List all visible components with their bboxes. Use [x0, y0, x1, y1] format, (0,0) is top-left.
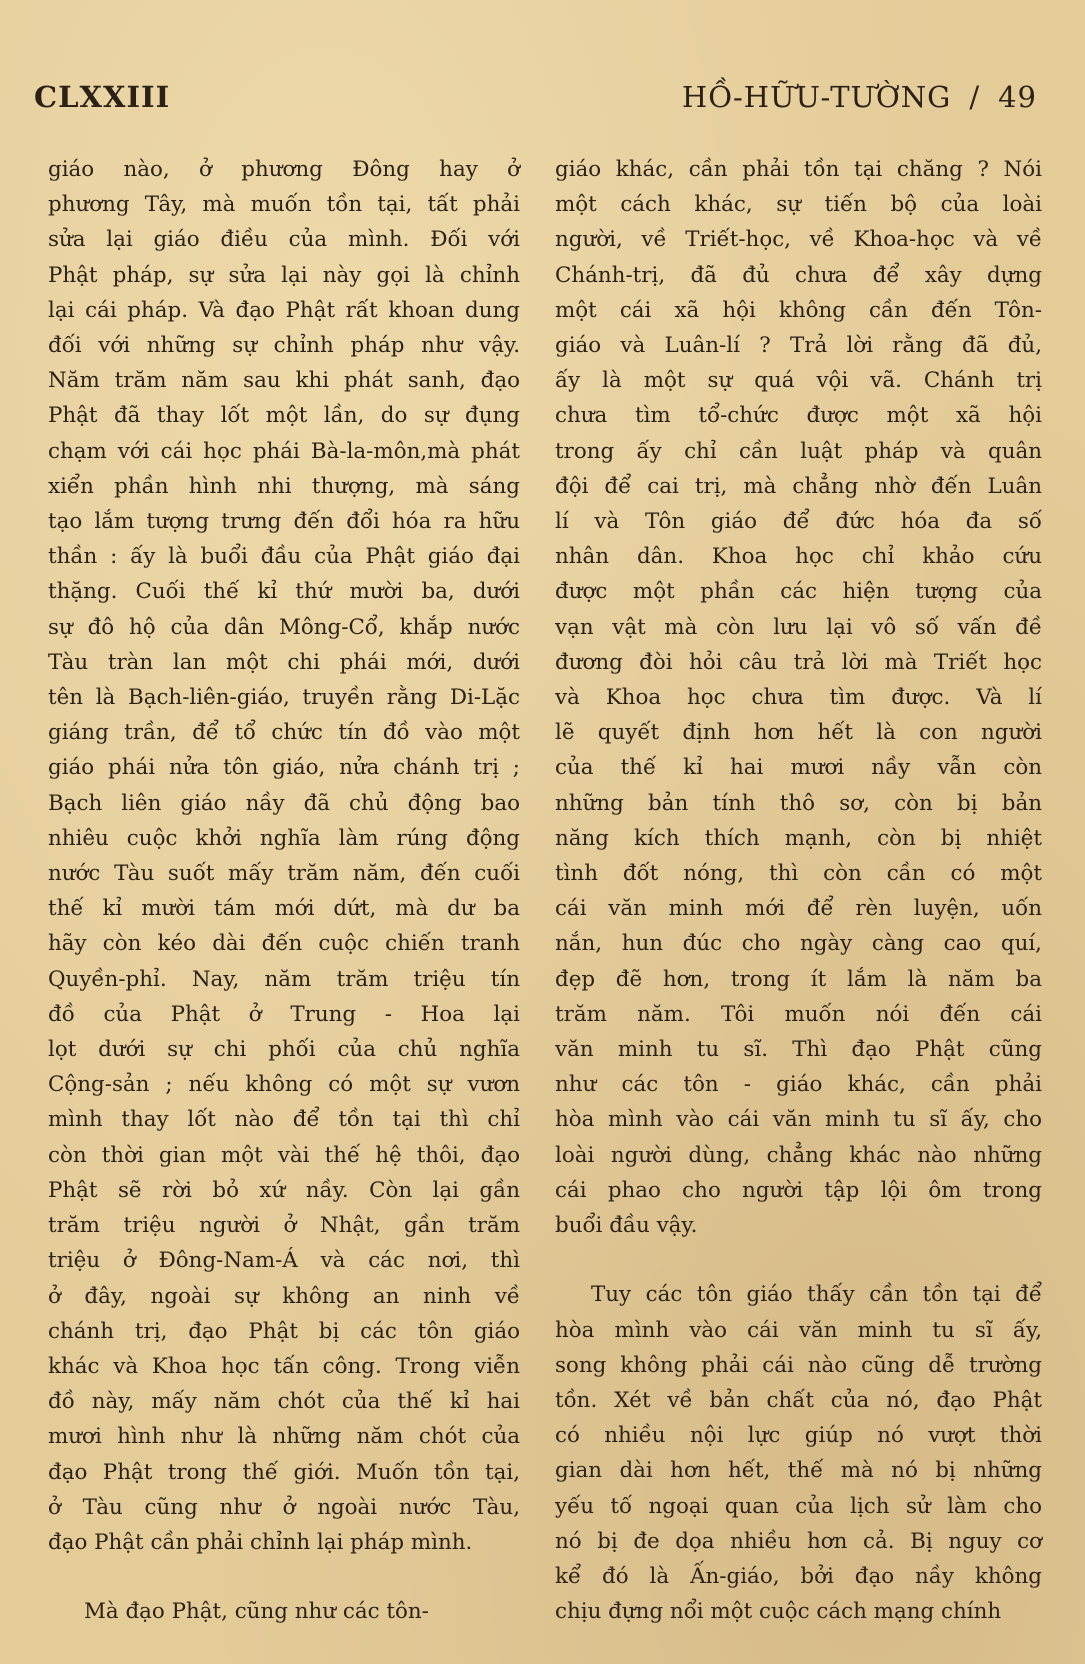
- text-line: còn thời gian một vài thế hệ thôi, đạo: [48, 1142, 520, 1168]
- text-line: tồn. Xét về bản chất của nó, đạo Phật: [555, 1387, 1042, 1413]
- text-line: Phật sẽ rời bỏ xứ nầy. Còn lại gần: [48, 1177, 520, 1203]
- page-header: [34, 80, 1037, 120]
- text-line: như các tôn - giáo khác, cần phải: [555, 1072, 1042, 1098]
- running-title: HỒ-HỮU-TƯỜNG: [681, 80, 952, 114]
- header-right: [682, 80, 1037, 114]
- text-line: Năm trăm năm sau khi phát sanh, đạo: [48, 368, 520, 394]
- text-line: người, về Triết-học, về Khoa-học và về: [555, 227, 1042, 253]
- text-line: nắn, hun đúc cho ngày càng cao quí,: [555, 931, 1042, 957]
- text-line: và Khoa học chưa tìm được. Và lí: [555, 685, 1042, 711]
- left-text-column: [48, 152, 520, 1629]
- text-line: của thế kỉ hai mươi nầy vẫn còn: [555, 755, 1042, 781]
- text-line: Phật pháp, sự sửa lại này gọi là chỉnh: [48, 262, 520, 288]
- text-line: có nhiều nội lực giúp nó vượt thời: [555, 1423, 1042, 1449]
- text-line: thặng. Cuối thế kỉ thứ mười ba, dưới: [48, 579, 520, 605]
- text-line: nó bị đe dọa nhiều hơn cả. Bị nguy cơ: [555, 1528, 1042, 1554]
- text-line: phương Tây, mà muốn tồn tại, tất phải: [48, 192, 520, 218]
- text-line: tình đốt nóng, thì còn cần có một: [555, 861, 1042, 887]
- text-line: nước Tàu suốt mấy trăm năm, đến cuối: [48, 861, 520, 887]
- text-line: một cái xã hội không cần đến Tôn-: [555, 297, 1042, 323]
- text-line: đương đòi hỏi câu trả lời mà Triết học: [555, 649, 1042, 675]
- text-line: ở Tàu cũng như ở ngoài nước Tàu,: [48, 1494, 520, 1520]
- text-line: giáo phái nửa tôn giáo, nửa chánh trị ;: [48, 755, 520, 781]
- text-line: lí và Tôn giáo để đức hóa đa số: [555, 509, 1042, 535]
- text-line: lẽ quyết định hơn hết là con người: [555, 720, 1042, 746]
- text-line: năng kích thích mạnh, còn bị nhiệt: [555, 825, 1042, 851]
- text-line: ở đây, ngoài sự không an ninh về: [48, 1283, 520, 1309]
- text-line: sự đô hộ của dân Mông-Cổ, khắp nước: [48, 614, 520, 640]
- paragraph-gap: [48, 1560, 520, 1594]
- text-line: tạo lắm tượng trưng đến đổi hóa ra hữu: [48, 509, 520, 535]
- text-line: giáo và Luân-lí ? Trả lời rằng đã đủ,: [555, 333, 1042, 359]
- text-line: một cách khác, sự tiến bộ của loài: [555, 192, 1042, 218]
- text-line: Mà đạo Phật, cũng như các tôn-: [84, 1599, 429, 1625]
- right-text-column: [555, 152, 1042, 1629]
- text-line: xiển phần hình nhi thượng, mà sáng: [48, 473, 520, 499]
- text-line: Cộng-sản ; nếu không có một sự vươn: [48, 1072, 520, 1098]
- text-line: giáng trần, để tổ chức tín đồ vào một: [48, 720, 520, 746]
- text-line: thần : ấy là buổi đầu của Phật giáo đại: [48, 544, 520, 570]
- text-line: trong ấy chỉ cần luật pháp và quân: [555, 438, 1042, 464]
- text-line: tên là Bạch-liên-giáo, truyền rằng Di-Lặc: [48, 685, 520, 711]
- text-line: đạo Phật trong thế giới. Muốn tồn tại,: [48, 1459, 520, 1485]
- header-separator: /: [969, 80, 981, 114]
- text-line: lại cái pháp. Và đạo Phật rất khoan dung: [48, 297, 520, 323]
- text-line: cái văn minh mới để rèn luyện, uốn: [555, 896, 1042, 922]
- text-line: khác và Khoa học tấn công. Trong viễn: [48, 1353, 520, 1379]
- text-line: trăm năm. Tôi muốn nói đến cái: [555, 1001, 1042, 1027]
- text-line: Phật đã thay lốt một lần, do sự đụng: [48, 403, 520, 429]
- text-line: Tàu tràn lan một chi phái mới, dưới: [48, 649, 520, 675]
- text-line: nhiêu cuộc khởi nghĩa làm rúng động: [48, 825, 520, 851]
- text-line: đội để cai trị, mà chẳng nhờ đến Luân: [555, 473, 1042, 499]
- text-line: giáo nào, ở phương Đông hay ở: [48, 157, 520, 182]
- text-line: đạo Phật cần phải chỉnh lại pháp mình.: [48, 1529, 473, 1555]
- text-line: ấy là một sự quá vội vã. Chánh trị: [555, 368, 1042, 394]
- page-number: 49: [998, 80, 1037, 114]
- text-line: Chánh-trị, đã đủ chưa để xây dựng: [555, 262, 1042, 288]
- folio-number: CLXXIII: [34, 80, 171, 114]
- text-line: vạn vật mà còn lưu lại vô số vấn đề: [555, 614, 1042, 640]
- text-line: được một phần các hiện tượng của: [555, 579, 1042, 605]
- paragraph-gap: [555, 1243, 1042, 1277]
- text-line: Quyền-phỉ. Nay, năm trăm triệu tín: [48, 966, 520, 992]
- text-line: Bạch liên giáo nầy đã chủ động bao: [48, 790, 520, 816]
- text-line: hòa mình vào cái văn minh tu sĩ ấy,: [555, 1317, 1042, 1343]
- text-line: mươi hình như là những năm chót của: [48, 1424, 520, 1450]
- text-line: đồ này, mấy năm chót của thế kỉ hai: [48, 1389, 520, 1415]
- text-line: giáo khác, cần phải tồn tại chăng ? Nói: [555, 157, 1042, 182]
- text-line: chánh trị, đạo Phật bị các tôn giáo: [48, 1318, 520, 1344]
- text-line: đồ của Phật ở Trung - Hoa lại: [48, 1001, 520, 1027]
- text-line: chạm với cái học phái Bà-la-môn,mà phát: [48, 438, 520, 464]
- text-line: chịu đựng nổi một cuộc cách mạng chính: [555, 1599, 1002, 1625]
- text-line: yếu tố ngoại quan của lịch sử làm cho: [555, 1493, 1042, 1519]
- text-line: những bản tính thô sơ, còn bị bản: [555, 790, 1042, 816]
- text-line: hãy còn kéo dài đến cuộc chiến tranh: [48, 931, 520, 957]
- text-line: mình thay lốt nào để tồn tại thì chỉ: [48, 1107, 520, 1133]
- text-line: song không phải cái nào cũng dễ trường: [555, 1352, 1042, 1378]
- text-line: lọt dưới sự chi phối của chủ nghĩa: [48, 1037, 520, 1063]
- text-line: chưa tìm tổ-chức được một xã hội: [555, 403, 1042, 429]
- text-line: văn minh tu sĩ. Thì đạo Phật cũng: [555, 1037, 1042, 1063]
- text-line: kể đó là Ấn-giáo, bởi đạo nầy không: [555, 1563, 1042, 1589]
- text-line: hòa mình vào cái văn minh tu sĩ ấy, cho: [555, 1107, 1042, 1133]
- text-line: trăm triệu người ở Nhật, gần trăm: [48, 1213, 520, 1239]
- text-line: đối với những sự chỉnh pháp như vậy.: [48, 333, 520, 359]
- text-line: loài người dùng, chẳng khác nào những: [555, 1142, 1042, 1168]
- text-line: Tuy các tôn giáo thấy cần tồn tại để: [591, 1282, 1042, 1308]
- text-line: gian dài hơn hết, thế mà nó bị những: [555, 1458, 1042, 1484]
- text-line: cái phao cho người tập lội ôm trong: [555, 1177, 1042, 1203]
- text-line: nhân dân. Khoa học chỉ khảo cứu: [555, 544, 1042, 570]
- text-line: đẹp đẽ hơn, trong ít lắm là năm ba: [555, 966, 1042, 992]
- text-line: triệu ở Đông-Nam-Á và các nơi, thì: [48, 1248, 520, 1274]
- text-line: thế kỉ mười tám mới dứt, mà dư ba: [48, 896, 520, 922]
- text-line: buổi đầu vậy.: [555, 1213, 698, 1239]
- text-line: sửa lại giáo điều của mình. Đối với: [48, 227, 520, 253]
